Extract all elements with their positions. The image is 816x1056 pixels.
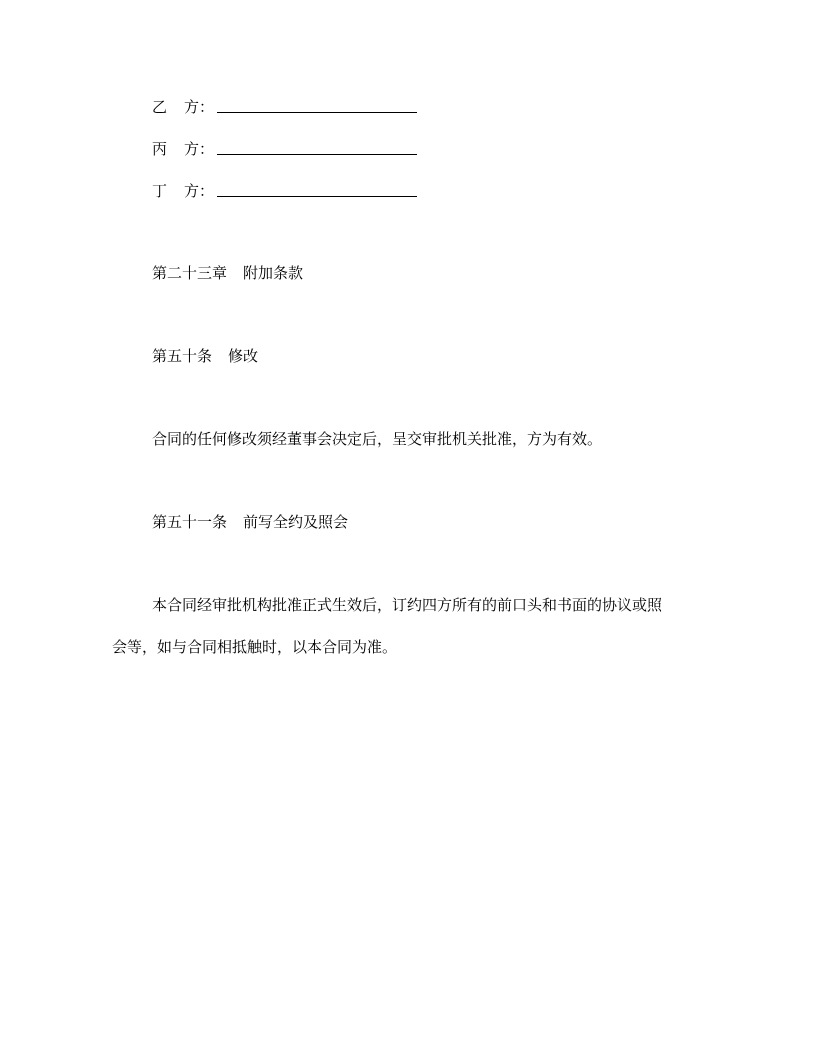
party-label-char: 乙 bbox=[152, 98, 168, 116]
article-title: 修改 bbox=[228, 347, 259, 365]
chapter-number: 第二十三章 bbox=[152, 264, 228, 282]
signature-blank-line bbox=[217, 154, 417, 155]
article-51-body-line1: 本合同经审批机构批准正式生效后，订约四方所有的前口头和书面的协议或照 bbox=[152, 596, 663, 614]
party-label-suffix: 方： bbox=[184, 98, 215, 116]
chapter-title: 附加条款 bbox=[243, 264, 304, 282]
chapter-heading bbox=[152, 263, 303, 283]
party-label-char: 丙 bbox=[152, 140, 168, 158]
party-label-suffix: 方： bbox=[184, 182, 215, 200]
party-label-suffix: 方： bbox=[184, 140, 215, 158]
signature-blank-line bbox=[217, 112, 417, 113]
article-51-body-line2: 会等，如与合同相抵触时，以本合同为准。 bbox=[112, 638, 398, 656]
article-51-heading bbox=[152, 512, 348, 532]
article-number: 第五十条 bbox=[152, 347, 213, 365]
article-number: 第五十一条 bbox=[152, 513, 228, 531]
signature-blank-line bbox=[217, 196, 417, 197]
article-50-heading bbox=[152, 346, 258, 366]
article-title: 前写全约及照会 bbox=[243, 513, 349, 531]
party-label-char: 丁 bbox=[152, 182, 168, 200]
article-50-body: 合同的任何修改须经董事会决定后，呈交审批机关批准，方为有效。 bbox=[152, 430, 603, 448]
